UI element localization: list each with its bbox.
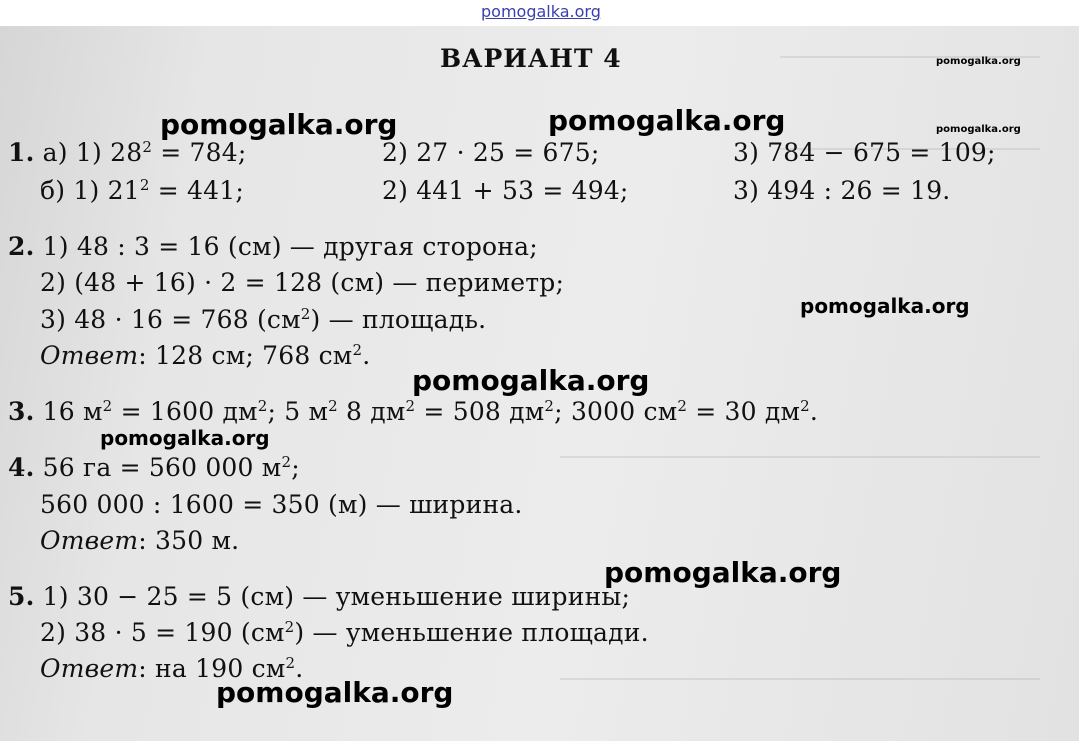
task1-a2: 2) 27 · 25 = 675; <box>382 138 600 167</box>
task1-a1: $28^2 = 784$; <box>110 138 247 167</box>
task1-b1: $21^2 = 441$; <box>107 176 244 205</box>
task3-line: 3. 16 $м^2 = 1600$ $дм^2$; 5 $м^2$ 8 $дм^2 = 508$ $дм^2$; 3000 $см^2 = 30$ $дм^2$. <box>8 397 819 426</box>
task2-line2: 2) (48 + 16) · 2 = 128 (см) — периметр; <box>40 268 565 297</box>
watermark: pomogalka.org <box>160 108 398 141</box>
page-title: ВАРИАНТ 4 <box>440 44 622 73</box>
task-number: 1. <box>8 138 35 167</box>
task4-answer: Ответ: 350 м. <box>40 526 240 555</box>
task1-line-b <box>40 176 244 205</box>
task1-b1-label: 1) <box>73 176 100 205</box>
site-link[interactable]: pomogalka.org <box>481 2 601 21</box>
task-number: 5. <box>8 582 35 611</box>
watermark: pomogalka.org <box>412 364 650 397</box>
task2-line3: 3) 48 · 16 = 768 $(см^2)$ — площадь. <box>40 305 487 334</box>
textbook-page <box>0 26 1079 741</box>
task1-a3: 3) 784 − 675 = 109; <box>733 138 996 167</box>
watermark: pomogalka.org <box>216 676 454 709</box>
task5-answer: Ответ: на 190 $см^2$. <box>40 654 304 683</box>
watermark: pomogalka.org <box>100 426 270 450</box>
answer-label: Ответ <box>40 341 139 370</box>
task1-b3: 3) 494 : 26 = 19. <box>733 176 951 205</box>
watermark: pomogalka.org <box>548 104 786 137</box>
task5-line2: 2) 38 · 5 = 190 $(см^2)$ — уменьшение площади. <box>40 618 649 647</box>
top-strip <box>0 0 1079 26</box>
task1-line-a <box>8 138 246 167</box>
task1-a1-label: 1) <box>75 138 102 167</box>
watermark: pomogalka.org <box>936 124 1021 135</box>
task4-line2: 560 000 : 1600 = 350 (м) — ширина. <box>40 490 523 519</box>
task1-b-label: б) <box>40 176 66 205</box>
task-number: 3. <box>8 397 35 426</box>
answer-label: Ответ <box>40 654 139 683</box>
watermark: pomogalka.org <box>800 294 970 318</box>
task1-b2: 2) 441 + 53 = 494; <box>382 176 629 205</box>
bleed-through-decoration <box>780 56 1040 150</box>
watermark: pomogalka.org <box>936 56 1021 67</box>
task5-line1: 5. 1) 30 − 25 = 5 (см) — уменьшение ширины; <box>8 582 631 611</box>
task2-line1: 2. 1) 48 : 3 = 16 (см) — другая сторона; <box>8 232 538 261</box>
task2-answer: Ответ: 128 см; 768 $см^2$. <box>40 341 371 370</box>
task-number: 4. <box>8 453 35 482</box>
task1-a-label: а) <box>42 138 68 167</box>
watermark: pomogalka.org <box>604 556 842 589</box>
task-number: 2. <box>8 232 35 261</box>
task4-line1: 4. 56 га = 560 000 $м^2$; <box>8 453 300 482</box>
answer-label: Ответ <box>40 526 139 555</box>
